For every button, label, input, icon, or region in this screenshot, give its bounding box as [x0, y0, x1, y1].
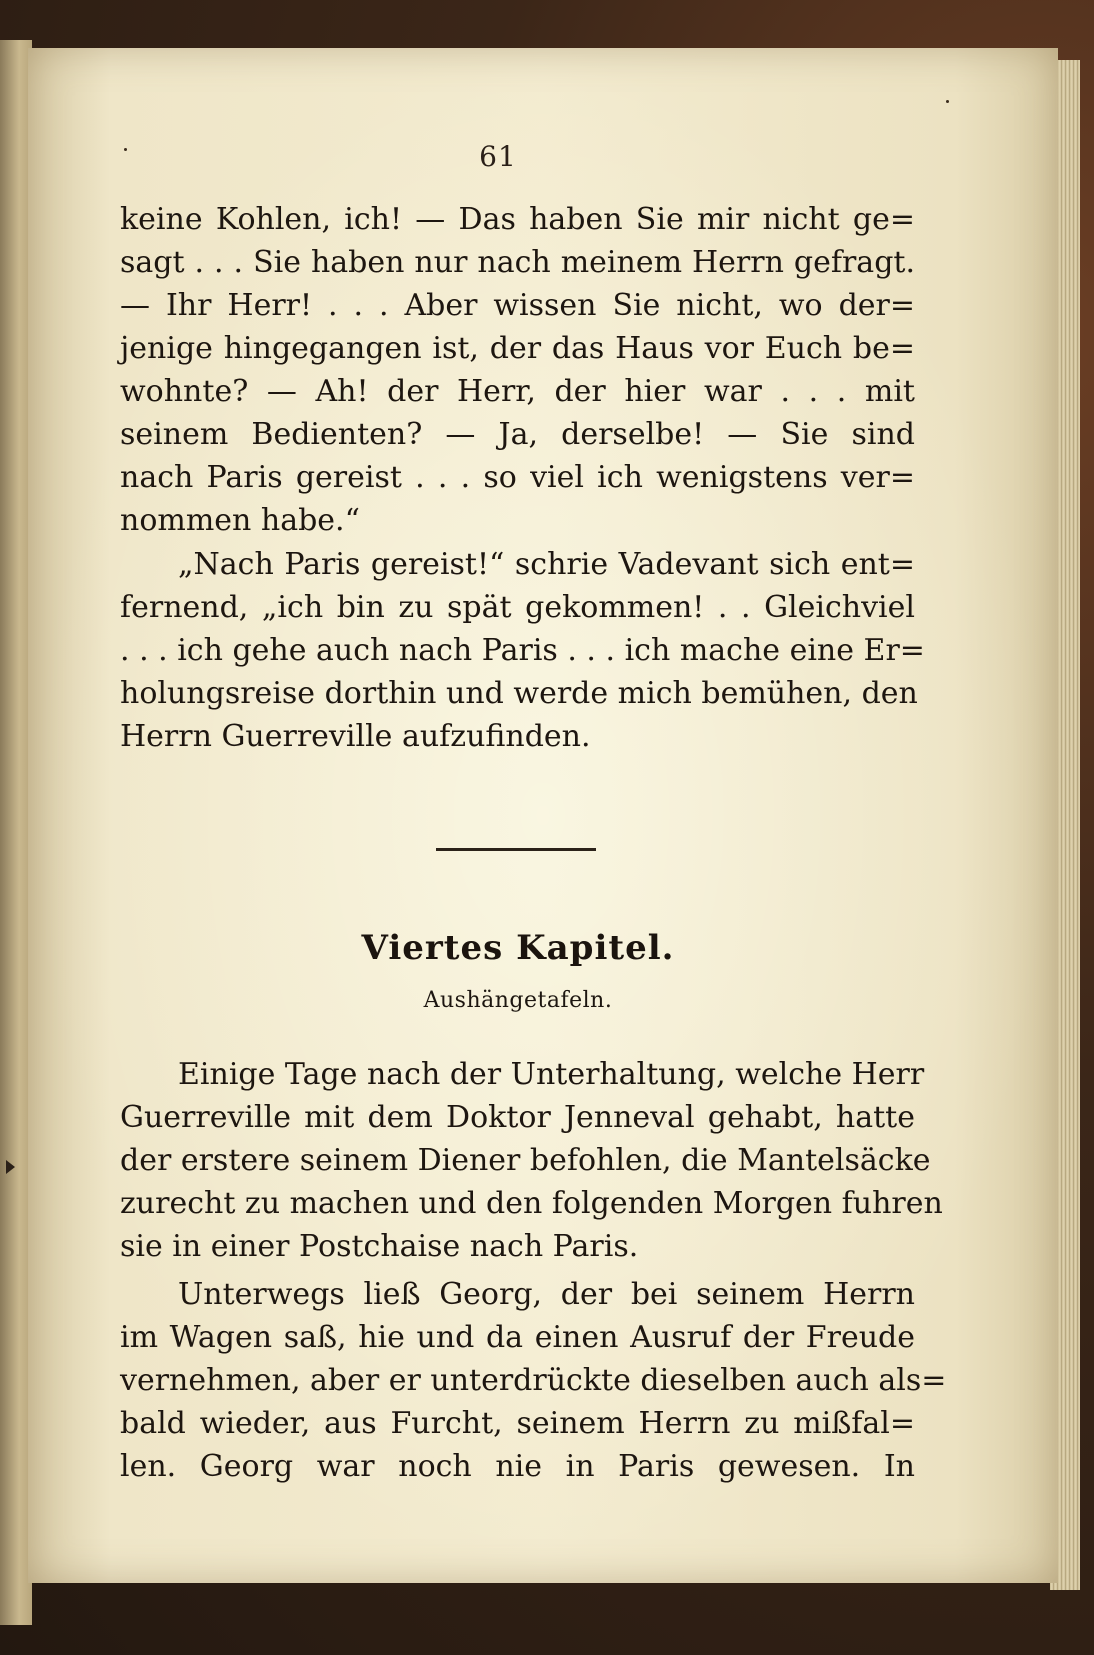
text-line: Einige Tage nach der Unterhaltung, welche Herr: [178, 1057, 925, 1092]
margin-marker-icon: [6, 1160, 15, 1174]
text-line: keine Kohlen, ich! — Das haben Sie mir nicht ge=: [120, 202, 915, 237]
text-line: holungsreise dorthin und werde mich bemühen, den: [120, 676, 918, 711]
text-line: „Nach Paris gereist!“ schrie Vadevant sich ent=: [178, 547, 915, 582]
text-line: seinem Bedienten? — Ja, derselbe! — Sie sind: [120, 417, 915, 452]
text-line: nach Paris gereist . . . so viel ich wenigstens ver=: [120, 460, 915, 495]
text-line: . . . ich gehe auch nach Paris . . . ich mache eine Er=: [120, 633, 925, 668]
text-line: len. Georg war noch nie in Paris gewesen. In: [120, 1449, 915, 1484]
section-divider: [436, 848, 596, 851]
paragraph-2: [120, 543, 925, 758]
paragraph-1: [120, 198, 915, 542]
chapter-title: Viertes Kapitel.: [361, 928, 675, 968]
text-line: Unterwegs ließ Georg, der bei seinem Herrn: [178, 1277, 915, 1312]
paper-speck: [946, 100, 949, 103]
text-line: Herrn Guerreville aufzufinden.: [120, 719, 591, 754]
paragraph-4: [120, 1273, 947, 1488]
text-line: — Ihr Herr! . . . Aber wissen Sie nicht, wo der=: [120, 288, 915, 323]
text-line: wohnte? — Ah! der Herr, der hier war . . . mit: [120, 374, 915, 409]
text-line: vernehmen, aber er unterdrückte dieselben auch als=: [120, 1363, 947, 1398]
text-line: sagt . . . Sie haben nur nach meinem Herrn gefragt.: [120, 245, 915, 280]
text-line: bald wieder, aus Furcht, seinem Herrn zu mißfal=: [120, 1406, 915, 1441]
chapter-subtitle: Aushängetafeln.: [423, 988, 613, 1013]
text-line: nommen habe.“: [120, 503, 360, 538]
paragraph-3: [120, 1053, 943, 1268]
text-line: zurecht zu machen und den folgenden Morgen fuhren: [120, 1186, 943, 1221]
text-line: fernend, „ich bin zu spät gekommen! . . Gleichviel: [120, 590, 915, 625]
paper-speck: [124, 148, 127, 151]
text-line: Guerreville mit dem Doktor Jenneval gehabt, hatte: [120, 1100, 915, 1135]
text-line: der erstere seinem Diener befohlen, die Mantelsäcke: [120, 1143, 931, 1178]
text-line: jenige hingegangen ist, der das Haus vor Euch be=: [120, 331, 915, 366]
text-line: im Wagen saß, hie und da einen Ausruf der Freude: [120, 1320, 915, 1355]
page-number: 61: [479, 140, 517, 173]
book-page: [28, 48, 1058, 1583]
text-line: sie in einer Postchaise nach Paris.: [120, 1229, 639, 1264]
